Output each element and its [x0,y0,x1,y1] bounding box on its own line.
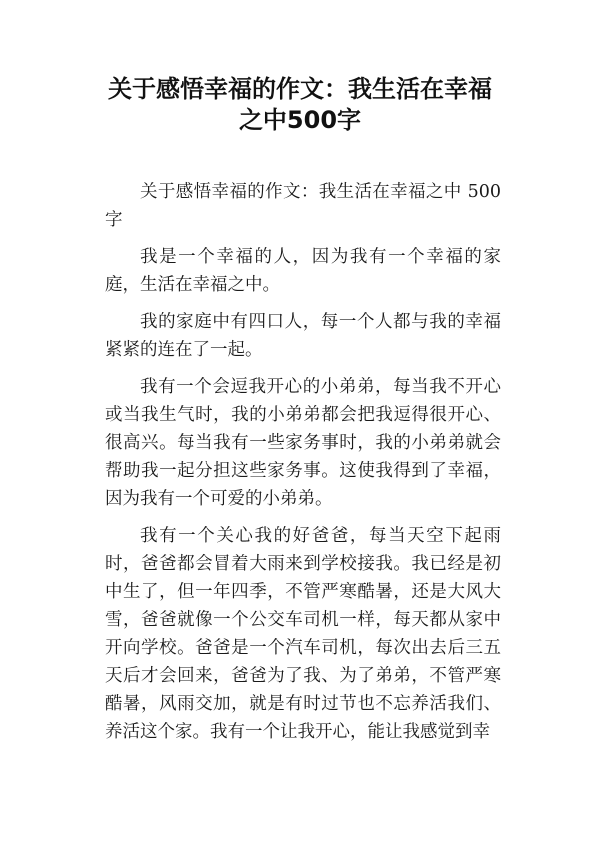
paragraph-2: 我的家庭中有四口人，每一个人都与我的幸福紧紧的连在了一起。 [105,312,501,360]
paragraph-4: 我有一个关心我的好爸爸，每当天空下起雨时，爸爸都会冒着大雨来到学校接我。我已经是初中生了，但一年四季，不管严寒酷暑，还是大风大雪，爸爸就像一个公交车司机一样，每天都从家中开向学校。爸爸是一个汽车司机，每次出去后三五天后才会回来，爸爸为了我、为了弟弟，不管严寒酷暑，风雨交加，就是有时过节也不忘养活我们、养活这个家。我有一个让我开心，能让我感觉到幸 [105,526,501,742]
paragraph-1: 我是一个幸福的人，因为我有一个幸福的家庭，生活在幸福之中。 [105,247,501,295]
title-line-2: 之中500字 [238,106,362,134]
document-title [60,74,540,136]
paragraph-3: 我有一个会逗我开心的小弟弟，每当我不开心或当我生气时，我的小弟弟都会把我逗得很开心、很高兴。每当我有一些家务事时，我的小弟弟就会帮助我一起分担这些家务事。这使我得到了幸福，因为我有一个可爱的小弟弟。 [105,377,501,509]
document-body [105,178,501,755]
title-line-1: 关于感悟幸福的作文：我生活在幸福 [108,75,492,103]
paragraph-heading-repeat: 关于感悟幸福的作文：我生活在幸福之中 500 字 [105,182,501,230]
